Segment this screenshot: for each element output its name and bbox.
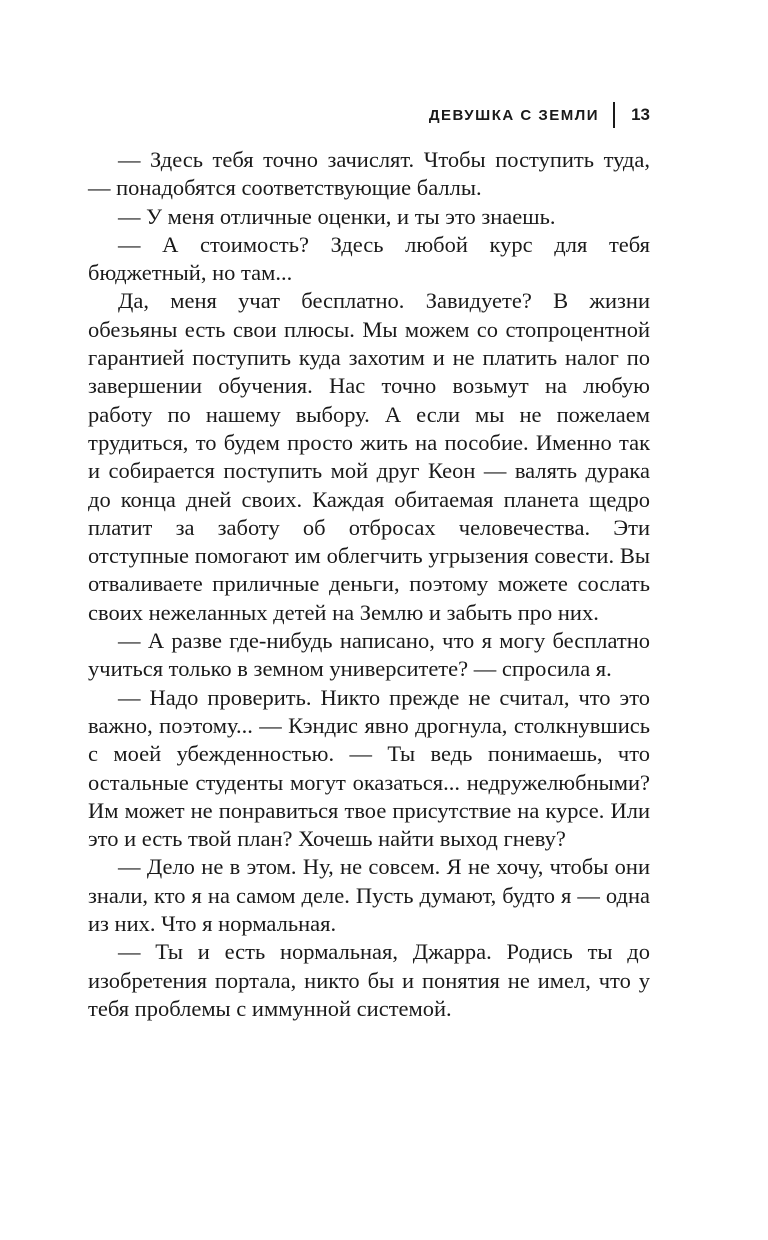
paragraph: — А стоимость? Здесь любой курс для тебя бюджетный, но там... bbox=[88, 231, 650, 286]
paragraph: Да, меня учат бесплатно. Завидуете? В жизни обезьяны есть свои плюсы. Мы можем со стопроцентной гарантией поступить куда захотим и не платить налог по завершении обучения. Нас точно возьмут на любую работу по нашему выбору. А если мы не пожелаем трудиться, то будем просто жить на пособие. Именно так и собирается поступить мой друг Кеон — валять дурака до конца дней своих. Каждая обитаемая планета щедро платит за заботу об отбросах человечества. Эти отступные помогают им облегчить угрызения совести. Вы отваливаете приличные деньги, поэтому можете сослать своих нежеланных детей на Землю и забыть про них. bbox=[88, 288, 650, 625]
paragraph: — Ты и есть нормальная, Джарра. Родись ты до изобретения портала, никто бы и понятия не имел, что у тебя проблемы с иммунной системой. bbox=[88, 939, 650, 1021]
paragraph: — Надо проверить. Никто прежде не считал, что это важно, поэтому... — Кэндис явно дрогнула, столкнувшись с моей убежденностью. — Ты ведь понимаешь, что остальные студенты могут оказаться... недружелюбными? Им может не понравиться твое присутствие на курсе. Или это и есть твой план? Хочешь найти выход гневу? bbox=[88, 684, 650, 852]
page-number: 13 bbox=[631, 105, 650, 124]
running-head-divider bbox=[613, 102, 615, 128]
paragraph: — Дело не в этом. Ну, не совсем. Я не хочу, чтобы они знали, кто я на самом деле. Пусть думают, будто я — одна из них. Что я нормальная. bbox=[88, 854, 650, 937]
running-head-title: ДЕВУШКА С ЗЕМЛИ bbox=[428, 106, 600, 124]
paragraph: — А разве где-нибудь написано, что я могу бесплатно учиться только в земном университете? — спросила я. bbox=[88, 628, 650, 682]
paragraph: — У меня отличные оценки, и ты это знаешь. bbox=[118, 203, 556, 229]
running-head bbox=[429, 100, 650, 130]
body-text bbox=[88, 146, 650, 1023]
paragraph: — Здесь тебя точно зачислят. Чтобы поступить туда, — понадобятся соответствующие баллы. bbox=[88, 147, 650, 201]
